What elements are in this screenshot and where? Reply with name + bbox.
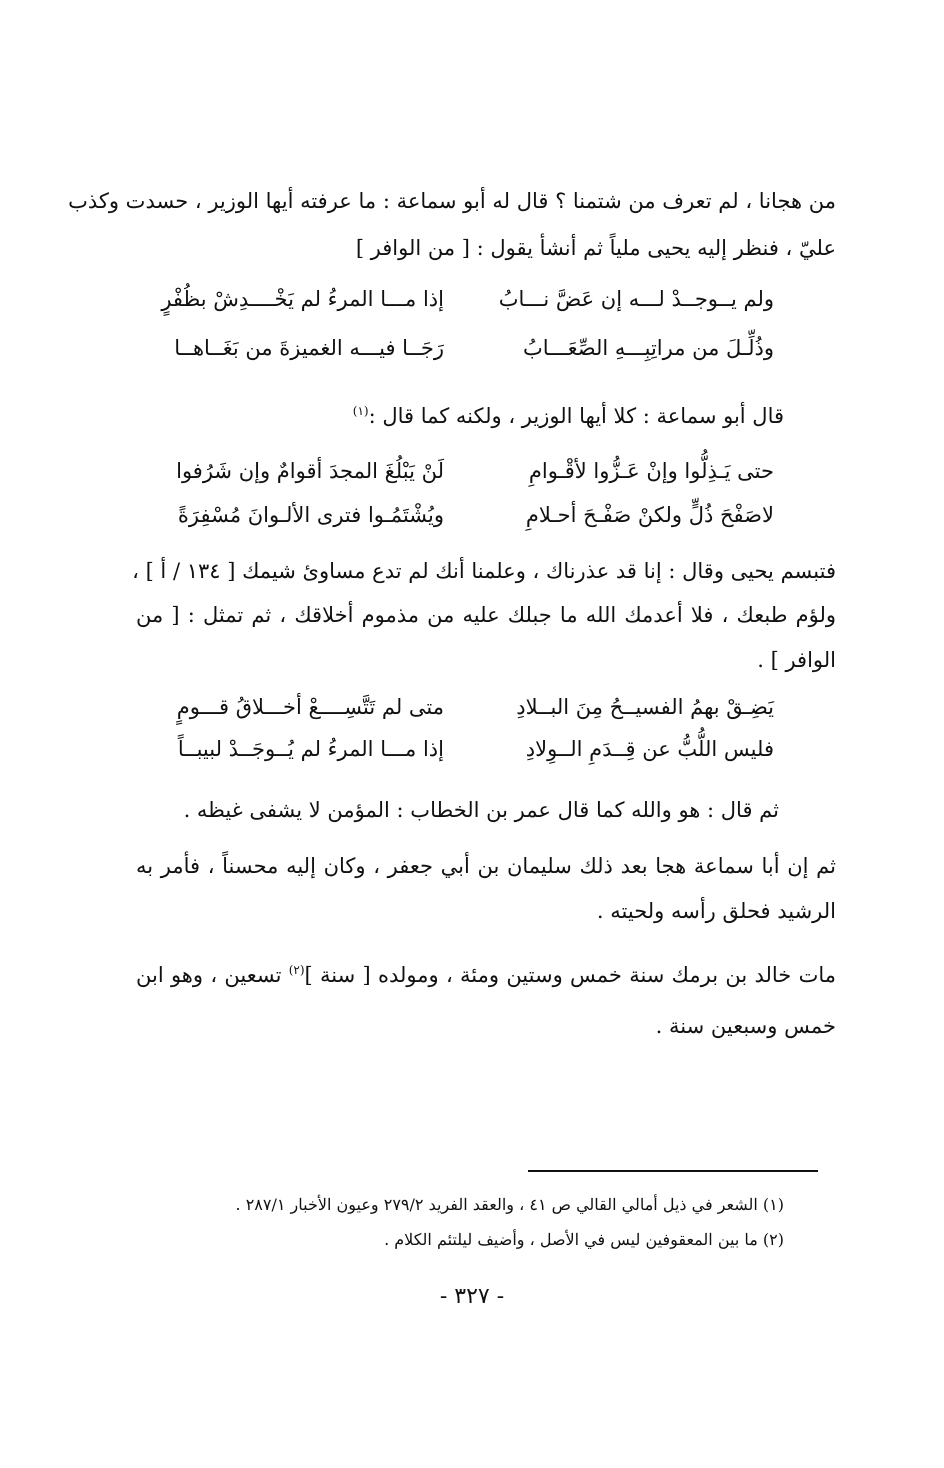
footnote-1: (١) الشعر في ذيل أمالي القالي ص ٤١ ، والعقد الفريد ٢٧٩/٢ وعيون الأخبار ٢٨٧/١ . — [235, 1195, 784, 1214]
footnote-ref-1: (١) — [352, 404, 369, 418]
paragraph-6-text-b: تسعين ، وهو ابن — [136, 963, 289, 987]
poem-3-verse-1-second-hemistich: يَضِـقْ بهمُ الفسيــحُ مِنَ البــلادِ — [516, 695, 774, 719]
footnote-separator — [528, 1170, 818, 1172]
poem-2-verse-1-first-hemistich: لَنْ يَبْلُغَ المجدَ أقوامٌ وإن شَرُفوا — [176, 459, 444, 483]
paragraph-6-line-2: خمس وسبعين سنة . — [655, 1014, 836, 1038]
poem-3-verse-1-first-hemistich: متى لم تَتَّسِــــعْ أخـــلاقُ قـــومٍ — [176, 695, 444, 719]
poem-1-verse-1-first-hemistich: إذا مـــا المرءُ لم يَخْــــدِشْ بظُفْرٍ — [161, 287, 444, 311]
poem-2-verse-2-second-hemistich: لاصَفْحَ ذُلٍّ ولكنْ صَفْـحَ أحـلامِ — [525, 503, 774, 527]
poem-2-verse-1-second-hemistich: حتى يَـذِلُّوا وإنْ عَـزُّوا لأقْـوامِ — [528, 459, 774, 483]
paragraph-2-line-1 — [84, 401, 784, 431]
page-number: - ٣٢٧ - — [439, 1284, 505, 1309]
paragraph-5-line-2: الرشيد فحلق رأسه ولحيته . — [596, 899, 836, 923]
poem-3-verse-2-first-hemistich: إذا مـــا المرءُ لم يُــوجَــدْ لبيبــاً — [177, 737, 444, 761]
paragraph-3-line-2: ولؤم طبعك ، فلا أعدمك الله ما جبلك عليه من مذموم أخلاقك ، ثم تمثل : [ من — [136, 603, 836, 627]
poem-2-verse-2-first-hemistich: ويُشْتَمُـوا فترى الألـوانَ مُسْفِرَةً — [177, 503, 444, 527]
paragraph-1-line-2: عليّ ، فنظر إليه يحيى ملياً ثم أنشأ يقول : [ من الوافر ] — [355, 236, 836, 260]
poem-3-verse-2-second-hemistich: فليس اللُّبُّ عن قِــدَمِ الــوِلادِ — [525, 737, 774, 761]
paragraph-6-text-a: مات خالد بن برمك سنة خمس وستين ومئة ، ومولده [ سنة ] — [304, 963, 836, 987]
poem-1-verse-2-first-hemistich: رَجَــا فيـــه الغميزةَ من بَغَــاهــا — [174, 336, 444, 360]
paragraph-6-line-1 — [136, 960, 836, 990]
poem-1-verse-2-second-hemistich: وذُلِّـلَ من مراتِبِـــهِ الصِّعَـــابُ — [523, 336, 774, 360]
paragraph-5-line-1: ثم إن أبا سماعة هجا بعد ذلك سليمان بن أبي جعفر ، وكان إليه محسناً ، فأمر به — [136, 854, 836, 878]
footnote-ref-2: (٢) — [288, 963, 305, 977]
paragraph-2-text: قال أبو سماعة : كلا أيها الوزير ، ولكنه كما قال : — [368, 404, 784, 428]
paragraph-1-line-1: من هجانا ، لم تعرف من شتمنا ؟ قال له أبو سماعة : ما عرفته أيها الوزير ، حسدت وكذب — [68, 189, 836, 213]
poem-1-verse-1-second-hemistich: ولم يــوجــدْ لـــه إن عَضَّ نـــابُ — [498, 287, 774, 311]
footnote-2: (٢) ما بين المعقوفين ليس في الأصل ، وأضيف ليلتئم الكلام . — [384, 1230, 784, 1249]
paragraph-4-line-1: ثم قال : هو والله كما قال عمر بن الخطاب : المؤمن لا يشفى غيظه . — [183, 798, 779, 822]
paragraph-3-line-1: فتبسم يحيى وقال : إنا قد عذرناك ، وعلمنا أنك لم تدع مساوئ شيمك [ ١٣٤ / أ ] ، — [132, 559, 836, 583]
paragraph-3-line-3: الوافر ] . — [757, 648, 836, 672]
